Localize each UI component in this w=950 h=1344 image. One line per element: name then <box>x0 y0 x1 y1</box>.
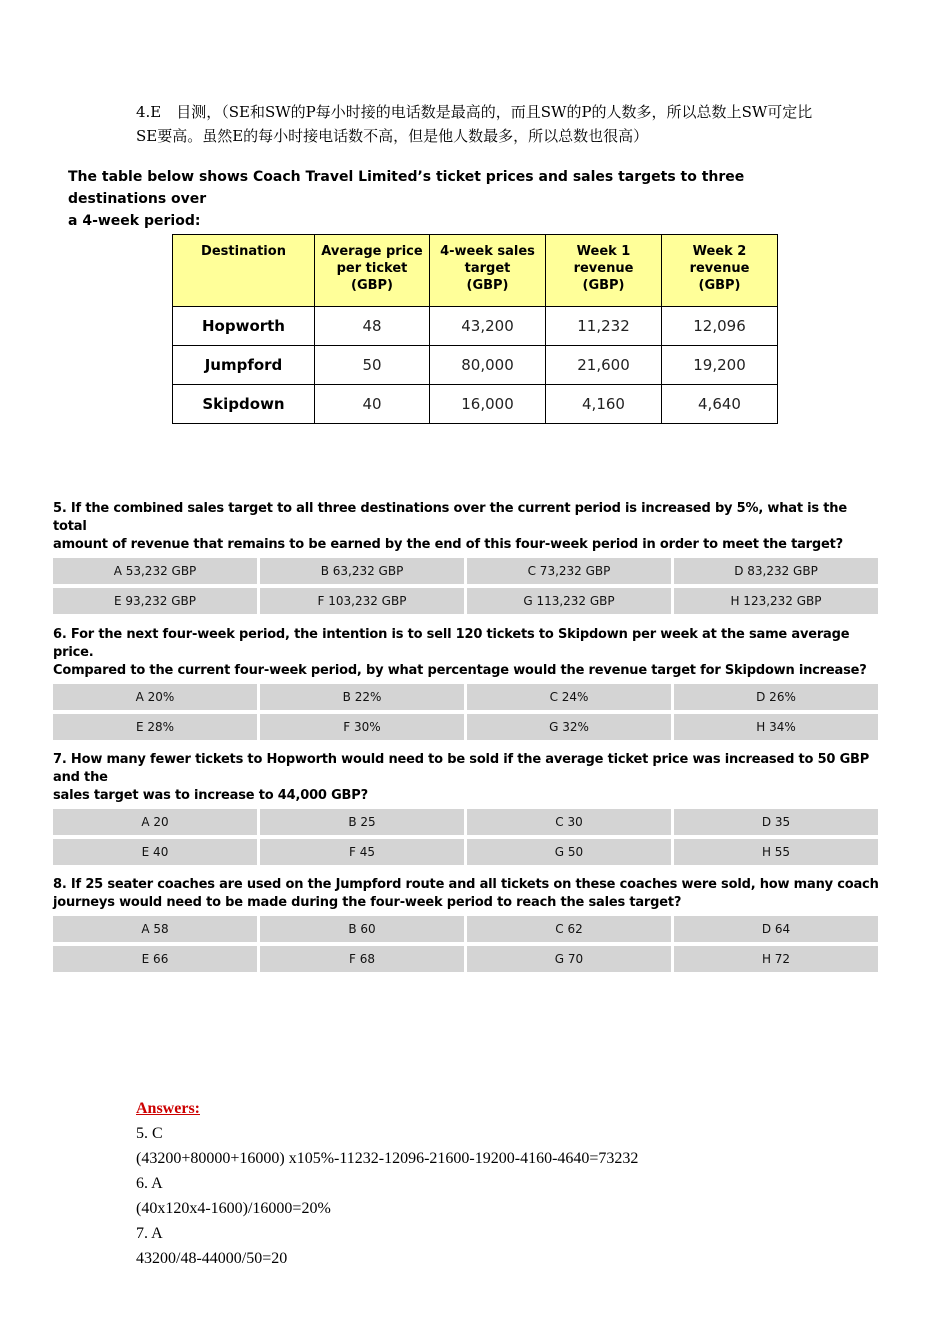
option-h[interactable]: H 123,232 GBP <box>674 588 878 614</box>
option-g[interactable]: G 32% <box>467 714 671 740</box>
option-b[interactable]: B 25 <box>260 809 464 835</box>
option-e[interactable]: E 66 <box>53 946 257 972</box>
table-row <box>173 385 778 424</box>
answer-line: 6. A <box>136 1175 163 1192</box>
answer-options <box>53 809 883 865</box>
question-text: 6. For the next four-week period, the intention is to sell 120 tickets to Skipdown per week at the same average price. Compared to the current four-week period, by what percentage would the revenue target for Skipdown increase? <box>53 627 867 678</box>
cell-destination: Skipdown <box>173 385 315 424</box>
option-b[interactable]: B 63,232 GBP <box>260 558 464 584</box>
option-d[interactable]: D 26% <box>674 684 878 710</box>
intro-line-2: a 4-week period: <box>68 213 201 229</box>
option-f[interactable]: F 30% <box>260 714 464 740</box>
cell-destination: Hopworth <box>173 307 315 346</box>
option-g[interactable]: G 113,232 GBP <box>467 588 671 614</box>
cell-target: 80,000 <box>430 346 546 385</box>
table-row <box>173 307 778 346</box>
option-b[interactable]: B 60 <box>260 916 464 942</box>
option-a[interactable]: A 53,232 GBP <box>53 558 257 584</box>
option-c[interactable]: C 73,232 GBP <box>467 558 671 584</box>
table-header-row <box>173 235 778 307</box>
table-row <box>173 346 778 385</box>
table-intro <box>68 166 808 232</box>
question-text: 5. If the combined sales target to all three destinations over the current period is increased by 5%, what is the total amount of revenue that remains to be earned by the end of this four-week period in order to meet the target? <box>53 501 847 552</box>
question-6 <box>53 626 883 740</box>
answer-line: 5. C <box>136 1125 163 1142</box>
option-e[interactable]: E 93,232 GBP <box>53 588 257 614</box>
cell-target: 43,200 <box>430 307 546 346</box>
option-h[interactable]: H 55 <box>674 839 878 865</box>
option-a[interactable]: A 58 <box>53 916 257 942</box>
option-e[interactable]: E 40 <box>53 839 257 865</box>
option-a[interactable]: A 20 <box>53 809 257 835</box>
option-f[interactable]: F 68 <box>260 946 464 972</box>
cell-week2: 4,640 <box>662 385 778 424</box>
answer-line: 43200/48-44000/50=20 <box>136 1250 288 1267</box>
option-e[interactable]: E 28% <box>53 714 257 740</box>
cell-week2: 19,200 <box>662 346 778 385</box>
option-h[interactable]: H 34% <box>674 714 878 740</box>
note-line-1: 4.E 目测，（SE和SW的P每小时接的电话数是最高的，而且SW的P的人数多，所以总数上SW可定比 <box>136 103 813 121</box>
question-7 <box>53 751 883 865</box>
cell-week1: 11,232 <box>546 307 662 346</box>
destinations-table <box>172 234 778 424</box>
answer-options <box>53 916 883 972</box>
option-d[interactable]: D 64 <box>674 916 878 942</box>
question-8 <box>53 876 883 972</box>
intro-line-1: The table below shows Coach Travel Limited’s ticket prices and sales targets to three destinations over <box>68 169 745 207</box>
header-week2-revenue: Week 2 revenue (GBP) <box>662 235 778 307</box>
answer-options <box>53 684 883 740</box>
answers-section <box>136 1096 638 1271</box>
option-c[interactable]: C 30 <box>467 809 671 835</box>
option-d[interactable]: D 35 <box>674 809 878 835</box>
option-c[interactable]: C 24% <box>467 684 671 710</box>
cell-destination: Jumpford <box>173 346 315 385</box>
cell-price: 40 <box>315 385 430 424</box>
cell-price: 48 <box>315 307 430 346</box>
header-destination: Destination <box>173 235 315 307</box>
answer-options <box>53 558 883 614</box>
answer-line: (40x120x4-1600)/16000=20% <box>136 1200 331 1217</box>
option-f[interactable]: F 45 <box>260 839 464 865</box>
answer-line: 7. A <box>136 1225 163 1242</box>
question-text: 8. If 25 seater coaches are used on the Jumpford route and all tickets on these coaches were sold, how many coach journeys would need to be made during the four-week period to reach the sales target? <box>53 877 879 910</box>
question-5 <box>53 500 883 614</box>
question-text: 7. How many fewer tickets to Hopworth would need to be sold if the average ticket price was increased to 50 GBP and the sales target was to increase to 44,000 GBP? <box>53 752 870 803</box>
answer-line: (43200+80000+16000) x105%-11232-12096-21600-19200-4160-4640=73232 <box>136 1150 639 1167</box>
answers-heading: Answers: <box>136 1100 200 1117</box>
option-f[interactable]: F 103,232 GBP <box>260 588 464 614</box>
header-week1-revenue: Week 1 revenue (GBP) <box>546 235 662 307</box>
header-average-price: Average price per ticket (GBP) <box>315 235 430 307</box>
cell-week1: 21,600 <box>546 346 662 385</box>
header-sales-target: 4-week sales target (GBP) <box>430 235 546 307</box>
cell-price: 50 <box>315 346 430 385</box>
option-a[interactable]: A 20% <box>53 684 257 710</box>
option-c[interactable]: C 62 <box>467 916 671 942</box>
cell-week2: 12,096 <box>662 307 778 346</box>
cell-week1: 4,160 <box>546 385 662 424</box>
option-b[interactable]: B 22% <box>260 684 464 710</box>
cell-target: 16,000 <box>430 385 546 424</box>
option-h[interactable]: H 72 <box>674 946 878 972</box>
option-g[interactable]: G 70 <box>467 946 671 972</box>
option-d[interactable]: D 83,232 GBP <box>674 558 878 584</box>
option-g[interactable]: G 50 <box>467 839 671 865</box>
note-line-2: SE要高。虽然E的每小时接电话数不高，但是他人数最多，所以总数也很高） <box>136 127 649 145</box>
